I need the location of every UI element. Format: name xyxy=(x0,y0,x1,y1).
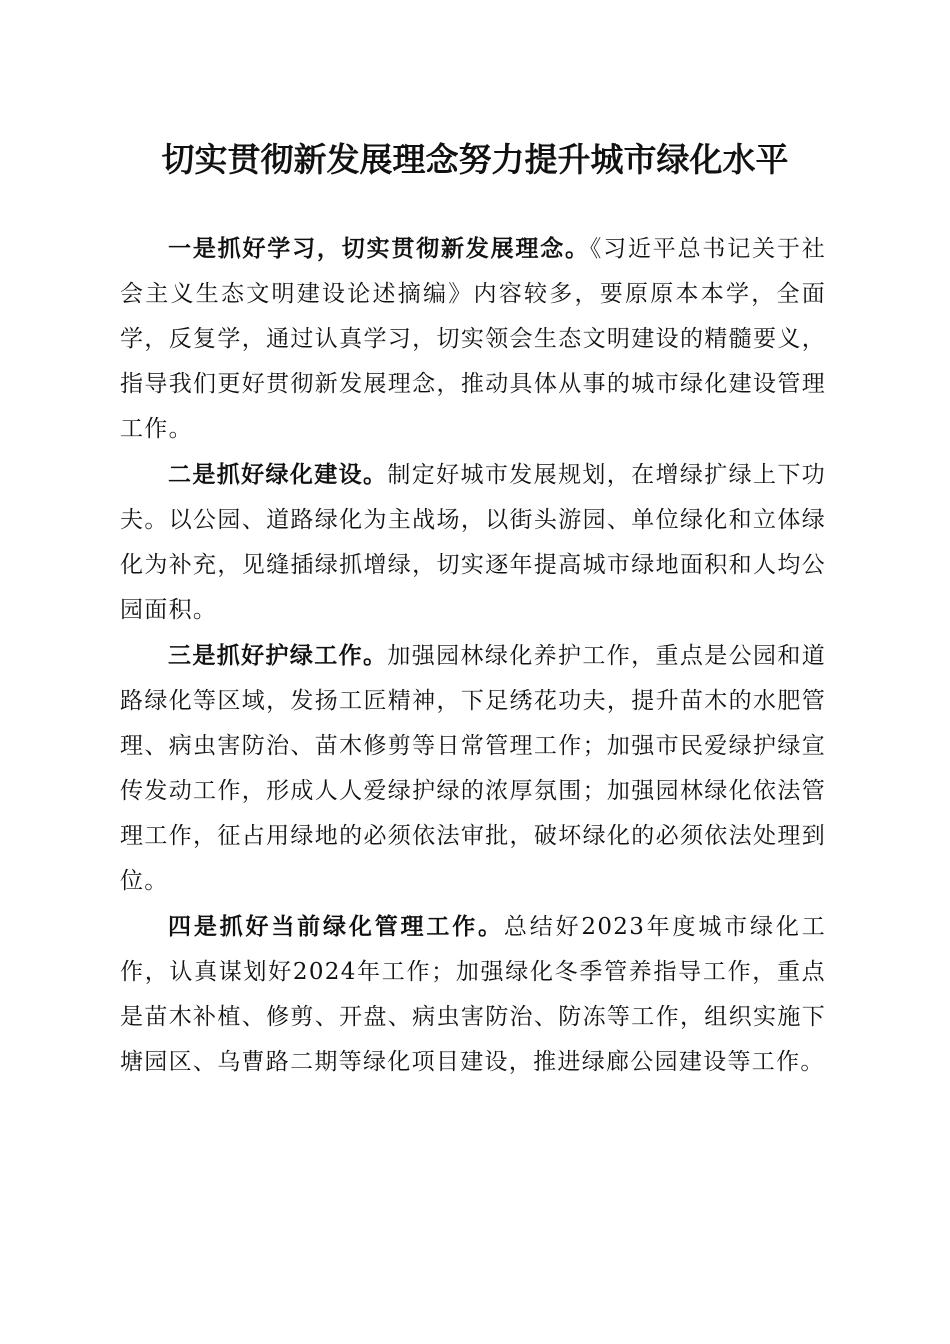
paragraph-4-lead: 四是抓好当前绿化管理工作。 xyxy=(168,913,504,940)
document-body xyxy=(120,226,826,1085)
paragraph-3 xyxy=(120,633,826,904)
paragraph-1-lead: 一是抓好学习，切实贯彻新发展理念。 xyxy=(168,235,590,262)
document-title: 切实贯彻新发展理念努力提升城市绿化水平 xyxy=(161,140,789,179)
paragraph-4-text: 总结好2023年度城市绿化工作，认真谋划好2024年工作；加强绿化冬季管养指导工作，重点是苗木补植、修剪、开盘、病虫害防治、防冻等工作，组织实施下塘园区、乌曹路二期等绿化项目建设，推进绿廊公园建设等工作。 xyxy=(120,914,826,1075)
paragraph-2-lead: 二是抓好绿化建设。 xyxy=(168,461,388,488)
paragraph-3-lead: 三是抓好护绿工作。 xyxy=(168,642,388,669)
paragraph-1-text: 《习近平总书记关于社会主义生态文明建设论述摘编》内容较多，要原原本本学，全面学，反复学，通过认真学习，切实领会生态文明建设的精髓要义，指导我们更好贯彻新发展理念，推动具体从事的城市绿化建设管理工作。 xyxy=(120,236,826,442)
paragraph-2 xyxy=(120,452,826,633)
paragraph-1 xyxy=(120,226,826,452)
paragraph-2-text: 制定好城市发展规划，在增绿扩绿上下功夫。以公园、道路绿化为主战场，以街头游园、单位绿化和立体绿化为补充，见缝插绿抓增绿，切实逐年提高城市绿地面积和人均公园面积。 xyxy=(120,462,826,623)
paragraph-4 xyxy=(120,904,826,1085)
paragraph-3-text: 加强园林绿化养护工作，重点是公园和道路绿化等区域，发扬工匠精神，下足绣花功夫，提升苗木的水肥管理、病虫害防治、苗木修剪等日常管理工作；加强市民爱绿护绿宣传发动工作，形成人人爱绿护绿的浓厚氛围；加强园林绿化依法管理工作，征占用绿地的必须依法审批，破坏绿化的必须依法处理到位。 xyxy=(120,643,826,894)
